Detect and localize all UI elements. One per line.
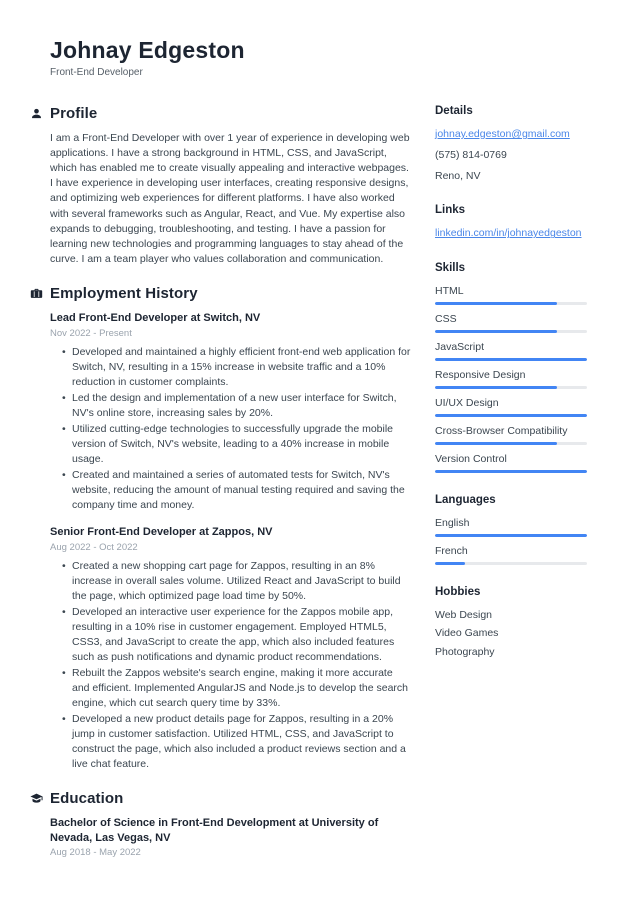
skills-heading: Skills (435, 261, 466, 274)
job-title: Senior Front-End Developer at Zappos, NV (50, 525, 273, 538)
skill-bar-fill (435, 414, 587, 417)
job-title: Lead Front-End Developer at Switch, NV (50, 311, 261, 324)
skill-item (435, 313, 587, 333)
skill-bar-track (435, 414, 587, 417)
employment-heading: Employment History (50, 284, 198, 302)
employment-section (30, 285, 412, 772)
hobby-item: Photography (435, 645, 495, 658)
skill-bar-track (435, 330, 587, 333)
languages-section (435, 494, 587, 565)
job-bullet: • Utilized cutting-edge technologies to successfully upgrade the mobile version of Switch, NV's website, leading to a 40% increase in mobile usage. (62, 422, 412, 467)
person-icon (30, 107, 43, 120)
email-link[interactable]: johnay.edgeston@gmail.com (435, 128, 570, 140)
skill-bar-track (435, 358, 587, 361)
main-column (30, 105, 412, 876)
education-heading: Education (50, 789, 124, 807)
job-title-subtitle: Front-End Developer (50, 67, 143, 79)
language-bar-track (435, 562, 587, 565)
education-section-heading (30, 790, 412, 807)
skill-item (435, 397, 587, 417)
profile-text: I am a Front-End Developer with over 1 year of experience in developing web applications. I have a strong background in HTML, CSS, and JavaScript, which has enabled me to create visually appealing and interactive webpages. I have experience in developing user interfaces, creating responsive designs, and optimizing web experiences for different platforms. I have also worked with several frameworks such as Angular, React, and Vue. My expertise also expands to debugging, troubleshooting, and testing. I have a passion for learning new technologies and programming languages to stay ahead of the curve. I am a team player who values collaboration and communication. (50, 132, 410, 265)
skill-bar-fill (435, 330, 557, 333)
skill-item (435, 341, 587, 361)
skill-bar-track (435, 386, 587, 389)
skill-bar-track (435, 470, 587, 473)
job-bullet-list (62, 559, 412, 772)
language-bar-track (435, 534, 587, 537)
links-section (435, 204, 587, 240)
skill-label: Responsive Design (435, 368, 526, 381)
header (50, 38, 245, 78)
profile-section-heading (30, 105, 412, 122)
profile-heading: Profile (50, 105, 98, 122)
job-bullet: • Developed an interactive user experience for the Zappos mobile app, resulting in a 10% rise in customer engagement. Employed HTML5, CSS3, and JavaScript to create the app, which also included features such as push notifications and dynamic product recommendations. (62, 605, 412, 665)
languages-heading: Languages (435, 493, 496, 506)
skill-bar-fill (435, 470, 587, 473)
hobbies-section (435, 586, 587, 658)
skill-label: JavaScript (435, 340, 485, 353)
hobby-item: Web Design (435, 608, 493, 621)
profile-section (30, 105, 412, 267)
skill-item (435, 453, 587, 473)
job-entry (50, 311, 412, 513)
skill-label: CSS (435, 312, 457, 325)
phone-number: (575) 814-0769 (435, 149, 507, 162)
details-heading: Details (435, 105, 473, 117)
skill-bar-fill (435, 358, 587, 361)
language-item (435, 545, 587, 565)
employment-section-heading (30, 285, 412, 302)
job-bullet: • Created a new shopping cart page for Zappos, resulting in an 8% increase in overall sales volume. Utilized React and JavaScript to build the page, which optimized page load time by 50%. (62, 559, 412, 604)
skill-item (435, 285, 587, 305)
job-bullet: • Developed a new product details page for Zappos, resulting in a 20% jump in customer satisfaction. Utilized HTML, CSS, and JavaScript to construct the page, which also included a product reviews section and a live chat feature. (62, 712, 412, 772)
job-entry (50, 525, 412, 772)
language-label: French (435, 544, 468, 557)
skill-bar-fill (435, 302, 557, 305)
links-heading: Links (435, 204, 466, 217)
job-bullet: • Rebuilt the Zappos website's search engine, making it more accurate and efficient. Implemented AngularJS and Node.js to develop the search engine, which cut search query time by 33%. (62, 666, 412, 711)
job-bullet: • Developed and maintained a highly efficient front-end web application for Switch, NV, resulting in a 15% increase in website traffic and a 10% reduction in customer complaints. (62, 345, 412, 390)
skill-bar-fill (435, 442, 557, 445)
job-period: Nov 2022 - Present (50, 327, 132, 339)
skill-bar-track (435, 302, 587, 305)
language-bar-fill (435, 562, 465, 565)
briefcase-icon (30, 287, 43, 300)
language-label: English (435, 516, 470, 529)
graduation-cap-icon (30, 792, 43, 805)
skill-label: Version Control (435, 452, 507, 465)
skills-section (435, 262, 587, 473)
skill-label: HTML (435, 284, 464, 297)
skill-bar-fill (435, 386, 557, 389)
job-bullet-list (62, 345, 412, 513)
skill-item (435, 425, 587, 445)
degree-period: Aug 2018 - May 2022 (50, 847, 141, 859)
hobbies-heading: Hobbies (435, 585, 481, 598)
sidebar (435, 105, 587, 679)
job-bullet: • Led the design and implementation of a new user interface for Switch, NV's online store, increasing sales by 20%. (62, 391, 412, 421)
details-section (435, 105, 587, 183)
skill-label: Cross-Browser Compatibility (435, 424, 568, 437)
location-text: Reno, NV (435, 170, 481, 183)
language-item (435, 517, 587, 537)
page-title: Johnay Edgeston (50, 37, 245, 63)
hobby-item: Video Games (435, 627, 499, 639)
education-entry (50, 816, 412, 859)
skill-item (435, 369, 587, 389)
job-bullet: • Created and maintained a series of automated tests for Switch, NV's website, reducing the amount of manual testing required and saving the company time and money. (62, 468, 412, 513)
degree-title: Bachelor of Science in Front-End Development at University of Nevada, Las Vegas, NV (50, 816, 379, 844)
education-section (30, 790, 412, 859)
skill-bar-track (435, 442, 587, 445)
language-bar-fill (435, 534, 587, 537)
linkedin-link[interactable]: linkedin.com/in/johnayedgeston (435, 227, 582, 240)
job-period: Aug 2022 - Oct 2022 (50, 541, 138, 553)
skill-label: UI/UX Design (435, 396, 499, 409)
